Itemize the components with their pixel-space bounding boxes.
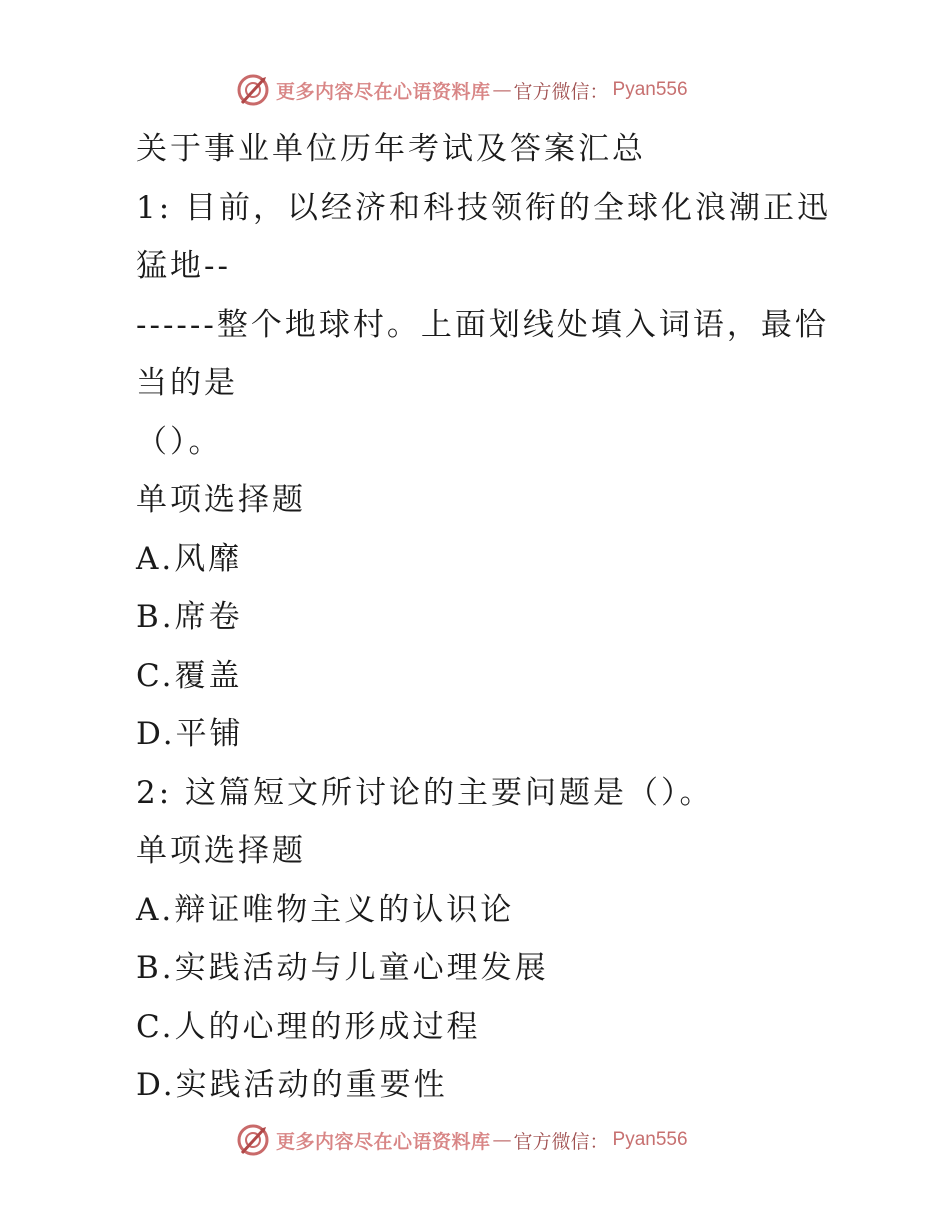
question-2-option-d: D.实践活动的重要性 [136,1067,448,1103]
banner-wechat-id: Pyan556 [612,79,688,100]
pen-logo-icon [236,73,270,107]
banner-dash: — [492,79,512,101]
question-1-option-a: A.风靡 [136,540,243,577]
question-1-stem-line1: 1: 目前，以经济和科技领衔的全球化浪潮正迅猛地-- [136,189,832,284]
document-title: 关于事业单位历年考试及答案汇总 [136,131,646,167]
question-2-option-c: C.人的心理的形成过程 [136,1008,481,1045]
question-1-option-d: D.平铺 [136,716,244,752]
question-2-option-b: B.实践活动与儿童心理发展 [136,950,549,986]
banner-wechat-id: Pyan556 [612,1129,688,1150]
question-2-option-a: A.辩证唯物主义的认识论 [136,891,515,928]
question-2-stem: 2: 这篇短文所讨论的主要问题是（）。 [136,774,714,811]
question-1-stem-line3: （）。 [136,423,223,460]
question-1-option-b: B.席卷 [136,599,243,635]
question-1-option-c: C.覆盖 [136,657,243,694]
banner-wechat-label: 官方微信： [513,80,609,103]
question-2-type: 单项选择题 [136,833,306,869]
pen-logo-icon [236,1123,270,1157]
footer-watermark-banner [236,1120,688,1160]
question-1-stem-line2: ------整个地球村。上面划线处填入词语，最恰当的是 [136,306,829,401]
banner-title: 更多内容尽在心语资料库 [276,80,491,103]
header-watermark-banner [236,70,688,110]
question-1-type: 单项选择题 [136,482,306,518]
banner-title: 更多内容尽在心语资料库 [276,1130,491,1153]
document-body [100,120,860,1115]
banner-wechat-label: 官方微信： [513,1130,609,1153]
banner-dash: — [492,1129,512,1151]
